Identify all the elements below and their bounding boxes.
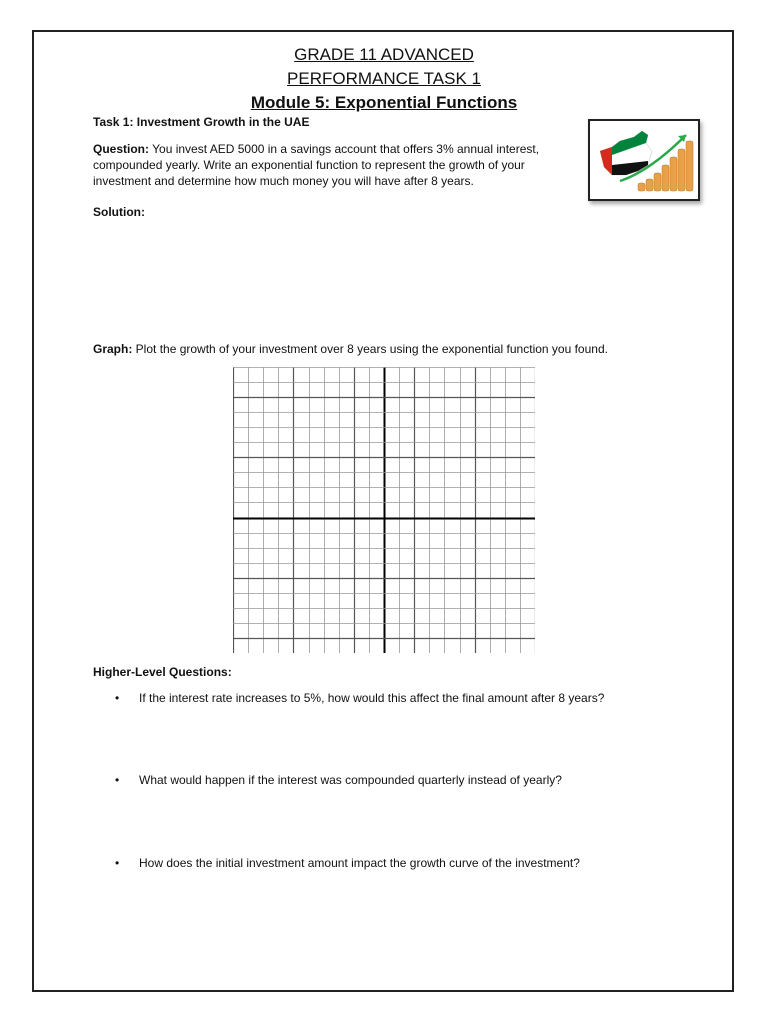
bullet-icon: • <box>115 856 120 870</box>
question-label: Question: <box>93 142 149 156</box>
higher-level-heading: Higher-Level Questions: <box>93 665 232 679</box>
higher-level-question-3 <box>115 856 580 870</box>
question-text: You invest AED 5000 in a savings account that offers 3% annual interest, compounded yearly. Write an exponential function to represent the growth of your investment and determine how much money you will have after 8 years. <box>93 142 540 188</box>
solution-label: Solution: <box>93 205 145 219</box>
question-paragraph <box>93 141 583 189</box>
higher-level-question-1 <box>115 691 604 705</box>
blank-coordinate-grid <box>233 367 535 653</box>
bullet-icon: • <box>115 691 120 705</box>
graph-text: Plot the growth of your investment over 8 years using the exponential function you found. <box>132 342 608 356</box>
graph-instruction <box>93 342 608 356</box>
grade-title: GRADE 11 ADVANCED <box>294 45 474 64</box>
task-title: PERFORMANCE TASK 1 <box>287 69 481 88</box>
question-1-text: If the interest rate increases to 5%, how would this affect the final amount after 8 years? <box>139 691 605 705</box>
graph-label: Graph: <box>93 342 133 356</box>
task-heading: Task 1: Investment Growth in the UAE <box>93 115 310 129</box>
higher-level-question-2 <box>115 773 562 787</box>
title-block <box>0 43 768 115</box>
question-2-text: What would happen if the interest was compounded quarterly instead of yearly? <box>139 773 562 787</box>
uae-growth-illustration-icon <box>590 121 698 199</box>
bullet-icon: • <box>115 773 120 787</box>
uae-investment-image <box>588 119 700 201</box>
module-title: Module 5: Exponential Functions <box>250 93 518 112</box>
question-3-text: How does the initial investment amount impact the growth curve of the investment? <box>139 856 580 870</box>
